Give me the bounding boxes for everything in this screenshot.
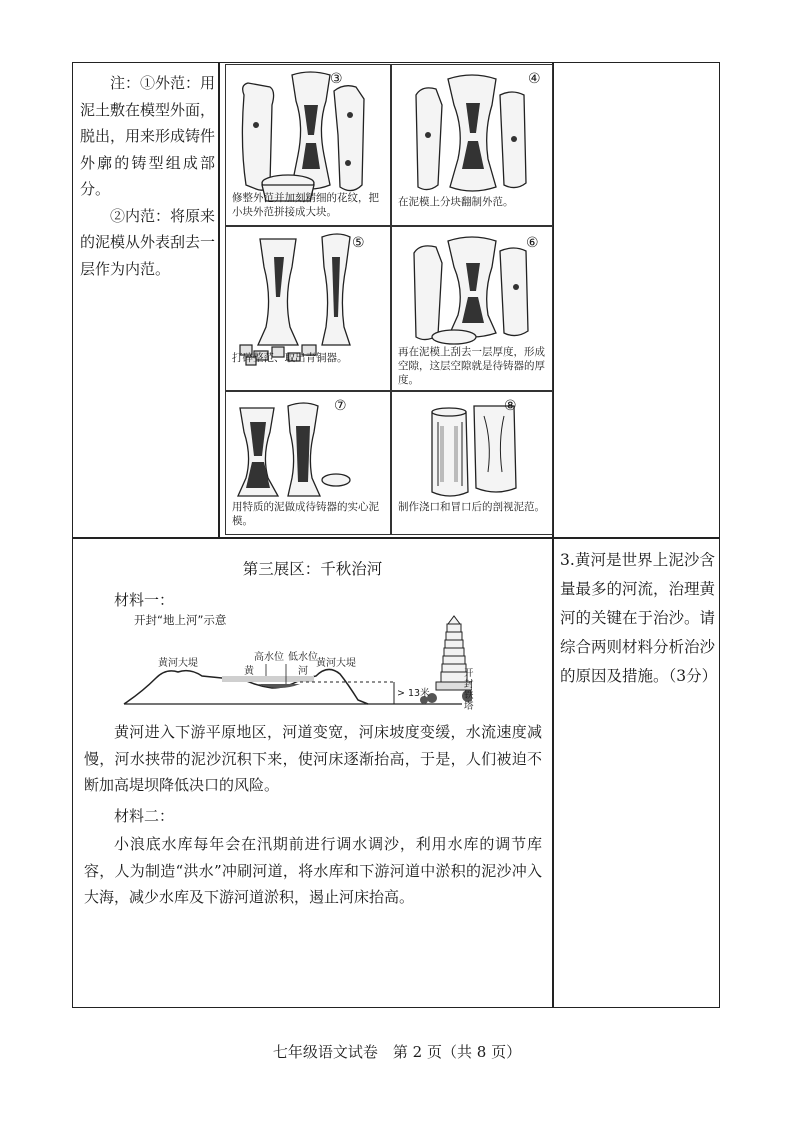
step-caption: 修整外范并加刻精细的花纹，把小块外范拼接成大块。: [232, 192, 379, 218]
step-number: ④: [528, 71, 541, 87]
step-caption: 制作浇口和冒口后的剖视泥范。: [398, 501, 545, 513]
material-1-paragraph: 黄河进入下游平原地区，河道变宽，河床坡度变缓，水流速度减慢，河水挟带的泥沙沉积下来，使河床逐渐抬高，于是，人们被迫不断加高堤坝降低决口的风险。: [84, 723, 542, 794]
step-number: ⑤: [352, 235, 365, 251]
row-divider: [72, 537, 720, 539]
step-cell-4: [391, 64, 553, 226]
step-caption: 打碎整范、取出青铜器。: [232, 352, 348, 364]
material-1-text: [84, 719, 542, 799]
column-divider-left: [218, 62, 220, 538]
casting-steps-grid: [225, 64, 553, 535]
material-2-paragraph: 小浪底水库每年会在汛期前进行调水调沙，利用水库的调节库容，人为制造“洪水”冲刷河道，将水库和下游河道中淤积的泥沙冲入大海，减少水库及下游河道淤积，遏止河床抬高。: [84, 835, 542, 906]
river-char-1: 黄: [244, 666, 254, 677]
exhibit-title: 第三展区：千秋治河: [242, 560, 383, 578]
step-number: ⑧: [504, 398, 517, 414]
question-3: 3.黄河是世界上泥沙含量最多的河流，治理黄河的关键在于治沙。请综合两则材料分析治沙的原因及措施。（3分）: [560, 551, 718, 685]
step-number: ⑦: [334, 398, 347, 414]
river-char-2: 河: [298, 666, 308, 677]
bronze-vessel-illustration: [226, 227, 391, 391]
note-inner-mold: ②内范：将原来的泥模从外表刮去一层作为内范。: [80, 206, 216, 278]
step-cell-6: [391, 226, 553, 391]
height-label: > 13米: [397, 688, 430, 699]
elevated-river-diagram: [122, 612, 472, 712]
diagram-title: 开封“地上河”示意: [134, 613, 227, 627]
note-block: [80, 70, 215, 282]
step-cell-7: [225, 391, 391, 535]
step-caption: 用特质的泥做成待铸器的实心泥模。: [232, 501, 379, 527]
note-outer-mold: 注：①外范：用泥土敷在模型外面，脱出，用来形成铸件外廓的铸型组成部分。: [80, 74, 216, 198]
material-1-label: 材料一：: [114, 591, 175, 609]
step-cell-3: [225, 64, 391, 226]
tower-label-line-1: 开封: [464, 668, 474, 690]
high-water-label: 高水位: [254, 652, 284, 663]
material-2-text: [84, 831, 542, 911]
page-footer: 七年级语文试卷 第 2 页（共 8 页）: [272, 1043, 522, 1061]
low-water-label: 低水位: [288, 652, 318, 663]
step-number: ⑥: [526, 235, 539, 251]
step-number: ③: [330, 71, 343, 87]
step-cell-5: [225, 226, 391, 391]
right-dike-label: 黄河大堤: [316, 658, 356, 669]
material-2-label: 材料二：: [114, 807, 175, 825]
tower-label-line-2: 铁塔: [464, 690, 474, 712]
step-cell-8: [391, 391, 553, 535]
step-caption: 再在泥模上刮去一层厚度，形成空隙，这层空隙就是待铸器的厚度。: [398, 346, 545, 386]
tower-label: [464, 668, 474, 712]
step-caption: 在泥模上分块翻制外范。: [398, 196, 514, 208]
left-dike-label: 黄河大堤: [158, 658, 198, 669]
